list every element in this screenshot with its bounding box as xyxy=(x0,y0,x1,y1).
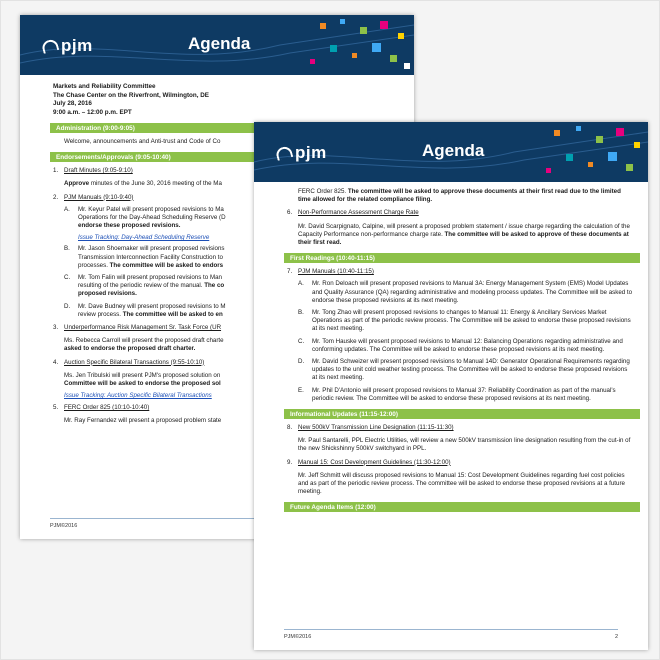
sub-item-2b: B. Mr. Jason Shoemaker will present proposed revisions Transmission Interconnection Facility Construction to processes. The committee will be asked to endors xyxy=(64,245,225,269)
page-header-banner xyxy=(254,122,648,182)
section-informational-updates: Informational Updates (11:15-12:00) xyxy=(284,409,640,419)
agenda-item-7: 7. PJM Manuals (10:40-11:15) xyxy=(287,268,374,276)
agenda-item-title: Underperformance Risk Management Sr. Task Force (UR xyxy=(64,324,222,332)
pjm-logo-icon xyxy=(275,145,294,161)
meeting-time: 9:00 a.m. – 12:00 p.m. EPT xyxy=(53,108,132,116)
sub-item-2d: D. Mr. Dave Budney will present proposed revisions to M review process. The committee will be asked to en xyxy=(64,302,226,318)
section-future-agenda: Future Agenda Items (12:00) xyxy=(284,502,640,512)
sub-item-7e: E. Mr. Phil D'Antonio will present proposed revisions to Manual 37: Reliability Coordination as part of the manual's periodic review. The Committee will be asked to endorse these proposed revisions at its next meeting. xyxy=(298,386,616,402)
agenda-item-body: Mr. Ray Fernandez will present a proposed problem state xyxy=(64,417,222,425)
sub-item-7d: D. Mr. David Schweizer will present proposed revisions to Manual 14D: Generator Operational Requirements regarding updates to the unit cold weather testing process. The Committee will be asked to endorse these proposed revisions at its next meeting. xyxy=(298,358,630,382)
agenda-item-title: PJM Manuals (9:10-9:40) xyxy=(64,193,134,201)
page-header-banner xyxy=(20,15,414,75)
fercs-continuation: FERC Order 825. The committee will be asked to approve these documents at their first read due to the limited time allowed for the related compliance filing. xyxy=(298,188,621,204)
agenda-item-3: 3. Underperformance Risk Management Sr. Task Force (UR xyxy=(53,324,222,332)
agenda-item-body: Approve minutes of the June 30, 2016 meeting of the Ma xyxy=(64,180,222,188)
meeting-date: July 28, 2016 xyxy=(53,100,92,107)
sub-item-7a: A. Mr. Ron Deloach will present proposed revisions to Manual 3A: Energy Management System (EMS) Model Updates and Quality Assurance (QA) regarding administrative and modeling process updates. The Committee will be asked to endorse these proposed revisions at its next meeting. xyxy=(298,280,633,304)
agenda-item-body: Mr. Paul Santarelli, PPL Electric Utilities, will review a new 500kV transmission line designation resulting from the cut-in of the new Shickshinny 500kV switchyard in PPL. xyxy=(298,437,631,453)
admin-text: Welcome, announcements and Anti-trust and Code of Co xyxy=(64,138,221,145)
sub-item-2c: C. Mr. Tom Falin will present proposed revisions to Man resulting of the periodic review of the manual. The co proposed revisions. xyxy=(64,274,225,298)
committee-name: Markets and Reliability Committee xyxy=(53,83,156,90)
agenda-item-title: FERC Order 825 (10:10-10:40) xyxy=(64,404,150,412)
agenda-item-6: 6. Non-Performance Assessment Charge Rate xyxy=(287,209,419,217)
section-administration: Administration (9:00-9:05) xyxy=(50,123,414,133)
agenda-item-body: Ms. Rebecca Carroll will present the proposed draft charte asked to endorse the proposed draft charter. xyxy=(64,337,224,353)
page-footer: PJM©2016 2 xyxy=(284,629,618,640)
agenda-item-title: PJM Manuals (10:40-11:15) xyxy=(298,268,374,276)
meeting-venue: The Chase Center on the Riverfront, Wilmington, DE xyxy=(53,91,209,99)
sub-item-2a: A. Mr. Keyur Patel will present proposed revisions to Ma Operations for the Day-Ahead Scheduling Reserve (D endorse these proposed revisions. xyxy=(64,205,226,230)
agenda-item-1: 1. Draft Minutes (9:05-9:10) xyxy=(53,167,133,175)
agenda-item-8: 8. New 500kV Transmission Line Designation (11:15-11:30) xyxy=(287,424,454,432)
page-title: Agenda xyxy=(188,34,251,53)
agenda-item-2: 2. PJM Manuals (9:10-9:40) xyxy=(53,193,134,201)
issue-tracking-link-dasr[interactable]: Issue Tracking: Day-Ahead Scheduling Reserve xyxy=(78,234,210,242)
pjm-logo-icon xyxy=(41,38,60,54)
agenda-item-9: 9. Manual 15: Cost Development Guidelines (11:30-12:00) xyxy=(287,458,451,466)
sub-item-7b: B. Mr. Tong Zhao will present proposed revisions to changes to Manual 11: Energy & Ancillary Services Market Operations as part of the periodic review process. The Committee will be asked to endorse these proposed revisions at its next meeting. xyxy=(298,309,631,333)
agenda-item-title: Auction Specific Bilateral Transactions (9:55-10:10) xyxy=(64,358,205,366)
sub-item-7c: C. Mr. Tom Hauske will present proposed revisions to Manual 12: Balancing Operations regarding administrative and conforming updates. The Committee will be asked to endorse these proposed revisions at its next meeting. xyxy=(298,337,623,353)
agenda-item-4: 4. Auction Specific Bilateral Transactions (9:55-10:10) xyxy=(53,358,205,366)
section-endorsements: Endorsements/Approvals (9:05-10:40) xyxy=(50,152,414,162)
agenda-item-title: New 500kV Transmission Line Designation (11:15-11:30) xyxy=(298,424,454,432)
agenda-item-body: Ms. Jen Tribulski will present PJM's proposed solution on Committee will be asked to endorse the proposed sol xyxy=(64,371,221,388)
section-first-readings: First Readings (10:40-11:15) xyxy=(284,253,640,263)
agenda-item-body: Mr. David Scarpignato, Calpine, will present a proposed problem statement / issue charge regarding the calculation of the Capacity Performance non-performance charge rate. The committee will be asked to approve of these documents at their first read. xyxy=(298,222,630,247)
meeting-info xyxy=(20,75,414,117)
issue-tracking-link-asbt[interactable]: Issue Tracking: Auction Specific Bilateral Transactions xyxy=(64,392,212,400)
pjm-logo: pjm xyxy=(42,36,93,56)
agenda-item-5: 5. FERC Order 825 (10:10-10:40) xyxy=(53,404,150,412)
agenda-item-title: Draft Minutes (9:05-9:10) xyxy=(64,167,133,175)
pjm-logo: pjm xyxy=(276,143,327,163)
agenda-item-title: Non-Performance Assessment Charge Rate xyxy=(298,209,419,217)
page-title: Agenda xyxy=(422,141,485,160)
agenda-page-2 xyxy=(254,122,648,650)
page-number: 2 xyxy=(614,634,618,640)
agenda-item-body: Mr. Jeff Schmitt will discuss proposed revisions to Manual 15: Cost Development Guidelines regarding fuel cost policies and as part of the periodic review process. The committee will be asked to endorse these proposed revisions at a future meeting. xyxy=(298,471,625,496)
agenda-item-title: Manual 15: Cost Development Guidelines (11:30-12:00) xyxy=(298,458,451,466)
page-footer: PJM©2016 xyxy=(50,518,384,529)
